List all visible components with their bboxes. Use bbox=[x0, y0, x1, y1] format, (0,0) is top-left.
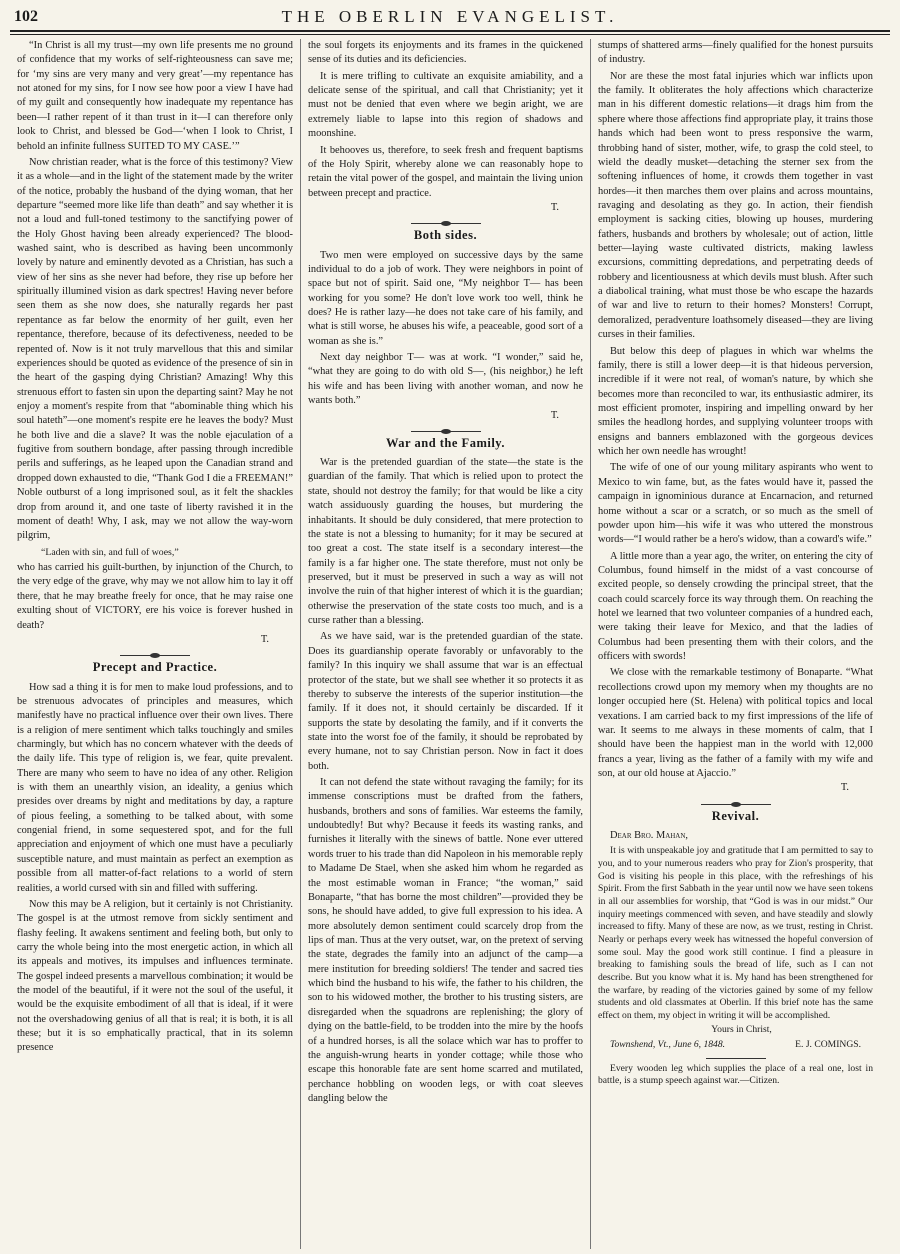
poem-quote: “Laden with sin, and full of woes,” bbox=[41, 546, 179, 558]
article-paragraph: the soul forgets its enjoyments and its frames in the quickened sense of its duties and its deficiencies. bbox=[308, 40, 583, 66]
article-paragraph: Now this may be A religion, but it certainly is not Christianity. The gospel is at the utmost remove from sickly sentiment and flashy feeling. It awakens sentiment and feeling both, but only to carry the whole being into the most energetic action, in which all its appeals and motives, its impulses and influences terminate. The gospel indeed presents a marvellous combination; it would be the model of the beautiful, if it were not the soul of the useful, it would be the exquisite embodiment of all that is ideal, if it were not the overshadowing genius of all that is real; it is both, it is all these; but it is so emphatically practical, that in its solemn presence bbox=[17, 898, 293, 1054]
masthead bbox=[10, 6, 890, 32]
column-2 bbox=[300, 39, 590, 1249]
letter-place-date: Townshend, Vt., June 6, 1848. bbox=[610, 1039, 726, 1051]
article-paragraph: How sad a thing it is for men to make loud professions, and to be strenuous advocates of principles and measures, which manifestly have no practical influence over their own lives. There is a religion of mere sentiment which talks touchingly and smiles charmingly, but which has no concern whatever with the deeds of the daily life. This type of religion is, we fear, quite prevalent. There are many who seem to have no idea of any other. Religion is with them an unearthly vision, an ideality, a genius which presides over dreams by night and meditations by day, a rapture of pious feeling, a something to be talked about, with some congenial friend, in some sequestered spot, and for the full appreciation and enjoyment of which one must have a peculiarly susceptible nature, and must maintain as perfect an exemption as possible from all matter-of-fact relations to a world of stern realities, a world cursed with sin and filled with suffering. bbox=[17, 681, 293, 894]
article-paragraph: Two men were employed on successive days by the same individual to do a job of work. They were neighbors in point of space but not of spirit. Said one, “My neighbor T— has been working for you some? He don't love work too well, think he does? He is rather lazy—he does not take care of his family, and what is still worse, he abuses his wife, a peaceable, good sort of a woman as she is.” bbox=[308, 249, 583, 347]
article-paragraph: It is mere trifling to cultivate an exquisite amiability, and a delicate sense of the spiritual, and call that Christianity; yet it must not be denied that even where we begin aright, we are extremely liable to lapse into this region of shadows and moonshine. bbox=[308, 70, 583, 140]
author-signature: T. bbox=[260, 633, 269, 645]
author-signature: T. bbox=[550, 409, 559, 421]
journal-title: THE OBERLIN EVANGELIST. bbox=[281, 7, 619, 26]
article-paragraph: A little more than a year ago, the writer, on entering the city of Columbus, found himself in the midst of a vast concourse of excited people, so densely crowding the principal street, that the coach could scarcely force its way through them. On reaching the hotel we learned that two volunteer companies of a hundred each, were taking their leave for Mexico, and that the ladies of Columbus had been presenting them with their colors, and the officers with swords! bbox=[598, 550, 873, 663]
author-signature: T. bbox=[840, 782, 849, 794]
letter-body: It is with unspeakable joy and gratitude that I am permitted to say to you, and to your numerous readers who pray for Zion's prosperity, that God is visiting his people in this place, with the refreshings of his Spirit. From the first Sabbath in the year until now we have seen tokens in all our assemblies for worship, that “God is was in our midst.” Our inquiry meetings commenced with seven, and have steadily and slowly increased to fifty. Many of these are now, as we trust, resting in Christ. Nearly or perhaps every week has witnessed the hopeful conversion of some soul. May the good work still continue. I find a pleasure in breaking to famishing souls the bread of life, such as I can not describe. But you know what it is. My hand has been strengthened for the warfare, by reading of the victories gained by some of my fellow students and old classmates at Oberlin. If this brief note has the same effect on them, my object in writing it will be accomplished. bbox=[598, 845, 873, 1021]
section-heading-revival: Revival. bbox=[711, 808, 760, 823]
section-divider bbox=[411, 223, 481, 224]
section-divider bbox=[701, 804, 771, 805]
columns bbox=[10, 39, 890, 1249]
letter-salutation: Dear Bro. Mahan, bbox=[610, 829, 689, 841]
column-1 bbox=[10, 39, 300, 1249]
article-paragraph: Nor are these the most fatal injuries which war inflicts upon the family. It obliterates the holy affections which characterize man in his different domestic relations—it drags him from the sphere where those affections find appropriate play, it trains those hands which had been wont to press responsive the warm, throbbing hand of sister, mother, wife, to grasp the cold steel, to wield the deadly musket—detaching the sterner sex from the softening influences of home, it crowds them together in vast hordes—it then marches them over plains and across mountains, ravaging and desolating as they go. In action, their fiendish employment is sacking cities, blowing up houses, murdering fathers, husbands and brothers by wholesale; out of action, little better—laying waste cultivated districts, making lawless excursions, committing depredations, and perpetrating deeds of robbery and licentiousness at which devils must blush. After such a diabolical training, what must those be who escape the hazards of war and live to return to their homes? Monsters! Corrupt, demoralized, peradventure loathsomely diseased—they are living curses in their families. bbox=[598, 70, 873, 341]
article-paragraph: War is the pretended guardian of the state—the state is the guardian of the family. That which is relied upon to protect the state, should not destroy the family; for that would be like a city watch assiduously guarding the houses, but murdering the inhabitants. It should be duly considered, that mere protection to the state is not a blessing to humanity; for it may be secured at too great a cost. The state itself is a secondary interest—the family is a far higher one. The state therefore, must not only be preserved, but it must be preserved in such a way as will not involve the ruin of that higher interest of which it is the guardian; otherwise the preservation of the state costs too much, and is a curse rather than a blessing. bbox=[308, 457, 583, 627]
author-signature: T. bbox=[550, 201, 559, 213]
article-paragraph: Now christian reader, what is the force of this testimony? View it as a whole—and in the light of the statement made by the writer of the notice, probably the husband of the dying woman, that her departure “seemed more like life than death” and say whether it is not a loud and full-toned testimony to the sanctifying power of the Holy Ghost having been already experienced? The blood-washed saint, who is described as having been uncommonly lovely by nature and eminently devoted as a Christian, has such a view of her sins as she never had before, they rise up before her spiritually illumined vision as dark spectres! Having never before seen them as she now does, she naturally regards her past repentance as far below the enormity of her guilt, even her repentance, therefore, because of its defectiveness, needed to be repented of. Now is it not truly marvellous that this and similar experiences should be quoted as evidence of the presence of sin in the heart of the gasping dying Christian? Amazing! Why this strenuous effort to fasten sin upon the departing saint? May he not enjoy a moment's respite from that “abominable thing which his soul hateth”—one moment's respite ere he leaves the body? Must he both live and die a slave? It was the noble ejaculation of a fugitive from southern bondage, after passing through incredible perils and sufferings, as he leaped upon the Canadian strand and dropped down exhausted to die, “Thank God I die a FREEMAN!” Noble outburst of a long imprisoned soul, as it felt the shackles drop from around it, and one taste of liberty ravished it in the moment of death! Why, I ask, may we not allow the way-worn pilgrim, bbox=[17, 156, 293, 542]
page-number: 102 bbox=[14, 8, 38, 25]
section-heading-both-sides: Both sides. bbox=[413, 228, 478, 243]
article-paragraph: “In Christ is all my trust—my own life presents me no ground of confidence that my works of self-righteousness can save me; for ‘my sins are very many and very great’—my repentance has not atoned for my sins, for I now see how poor a view I have had of my guilt and consequently how inadequate my repentance has been—I rather repent of it than trust in it—I can therefore only look to Christ, and blessed be God—‘when I look to Christ, I behold an infinite fullness SUITED TO MY CASE.’” bbox=[17, 40, 293, 152]
section-heading-war-family: War and the Family. bbox=[385, 435, 505, 450]
letter-closing: Yours in Christ, bbox=[711, 1024, 772, 1036]
section-divider bbox=[120, 655, 190, 656]
article-paragraph: who has carried his guilt-burthen, by injunction of the Church, to the very edge of the grave, why may we not allow him to lay it off there, that he may breathe freely for once, that he may raise one exulting shout of VICTORY, ere his voice is forever hushed in death? bbox=[17, 562, 293, 631]
column-3 bbox=[590, 39, 880, 1249]
section-heading-precept: Precept and Practice. bbox=[92, 660, 218, 675]
article-paragraph: Next day neighbor T— was at work. “I wonder,” said he, “what they are going to do with old S—, (his neighbor,) he left his wife and has been living with another woman, and now he wants both.” bbox=[308, 352, 583, 407]
masthead-rule bbox=[10, 34, 890, 35]
article-paragraph: It behooves us, therefore, to seek fresh and frequent baptisms of the Holy Spirit, whereby alone we can reasonably hope to retain the vital power of the gospel, and maintain the living union between precept and practice. bbox=[308, 144, 583, 199]
letter-signature: E. J. COMINGS. bbox=[795, 1039, 861, 1051]
section-divider bbox=[411, 431, 481, 432]
article-paragraph: As we have said, war is the pretended guardian of the state. Does its guardianship operate favorably or unfavorably to the family? In this inquiry we shall assume that war is an effectual protector of the state, but we shall see whether it so protects it as thereby to subserve the interests of the superior institution—the family. If it does not, it should certainly be discarded. If it supports the state by desolating the family, and if it converts the state into the worst foe of the family, it should be reprobated by every humane, not to say Christian person. Now in fact it does both. bbox=[308, 631, 583, 772]
article-paragraph: It can not defend the state without ravaging the family; for its immense conscriptions must be drafted from the fathers, husbands, brothers and sons of families. War esteems the family, undoubtedly! But why? Because it feeds its wasting ranks, and furnishes it literally with the sinews of battle. None ever uttered words truer to his trade than did Napoleon in his memorable reply to Madame De Stael, when she asked him whom he regarded as the most estimable woman in France; “the woman,” said Bonaparte, “that has borne the most children”—provided they be sons, he should have added, to give full expression to his idea. A more absolutely demon sentiment could scarcely drop from the lips of man. Thus at the very outset, war, on the pretext of serving the state, degrades the family into an adjunct of the camp—a mere institution for breeding soldiers! The tender and sacred ties which bind the husband to his wife, the father to his children, the son to his widowed mother, the brother to his trusting sisters, are disregarded when the squadrons are replenishing; the glory of dying on the battle-field, to be trodden into the mire by the hoofs of a hundred horses, is all the solace which war has to proffer to the anguish-wrung hearts in yonder cottage; while those who escape this honorable fate are sent home scarred and mutilated, perchance hobbling on wooden legs, or with coat sleeves dangling below the bbox=[308, 777, 583, 1104]
article-paragraph: The wife of one of our young military aspirants who went to Mexico to win fame, but, as the fates would have it, passed the campaign in ignominious durance at Encarnacion, and returned home without a scar or a scratch, or so much as the smell of powder upon him—his wife it was who uttered the monstrous words—“I would rather be a hero's widow, than a coward's wife.” bbox=[598, 462, 873, 546]
letter-place-date-line bbox=[598, 1039, 873, 1052]
article-paragraph: But below this deep of plagues in which war whelms the family, there is still a lower deep—it is that hideous perversion, incredible if it were not real, of woman's nature, by which she becomes more than reconciled to war, its enthusiastic admirer, its most efficient promoter, inspiring and impelling onward by her smiles the headlong hordes, and supplying volunteer troops with ensigns and banners emblazoned with the gorgeous devices which her own needle has wrought! bbox=[598, 345, 873, 458]
footnote-paragraph: Every wooden leg which supplies the place of a real one, lost in battle, is a stump speech against war.—Citizen. bbox=[598, 1062, 873, 1087]
short-rule bbox=[706, 1058, 766, 1059]
article-paragraph: We close with the remarkable testimony of Bonaparte. “What recollections crowd upon my memory when my thoughts are no longer occupied here (St. Helena) with political topics and local vexations. I am carried back to my first impressions of the life of war. It seems to me always in these moments of calm, that I should have been the happiest man in the world with 12,000 francs a year, living as the father of a family with my wife and son, at our old house at Ajaccio.” bbox=[598, 667, 873, 779]
article-paragraph: stumps of shattered arms—finely qualified for the honest pursuits of industry. bbox=[598, 40, 873, 66]
